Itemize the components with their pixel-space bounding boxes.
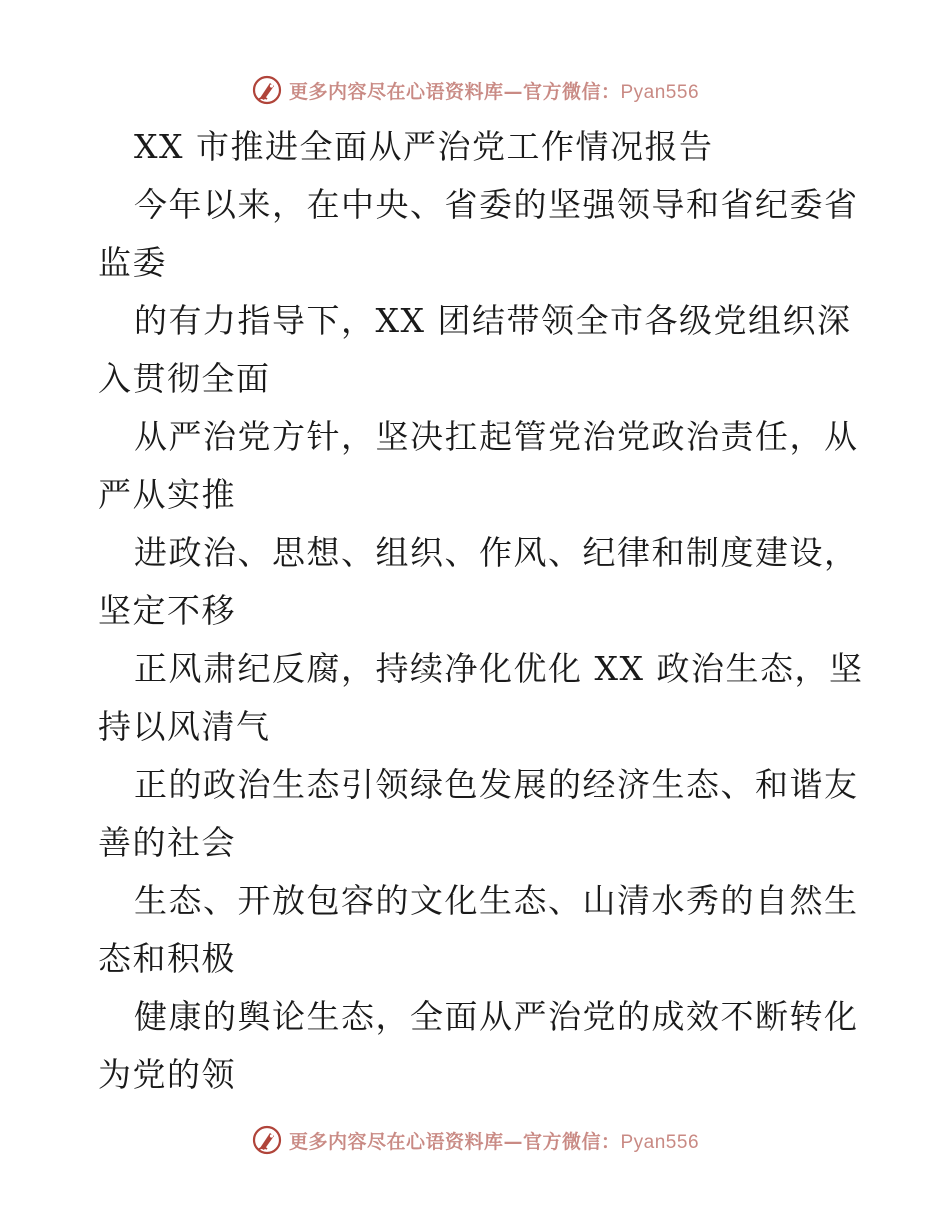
paragraph-line: 坚定不移 [98, 591, 236, 630]
pen-nib-seal-icon [251, 74, 283, 106]
paragraph-line: 严从实推 [98, 475, 236, 514]
paragraph-line: 持以风清气 [98, 707, 271, 746]
paragraph-line: 正的政治生态引领绿色发展的经济生态、和谐友 [134, 765, 859, 804]
document-title: XX 市推进全面从严治党工作情况报告 [134, 127, 714, 166]
pen-nib-seal-icon [251, 1124, 283, 1156]
paragraph-line: 今年以来，在中央、省委的坚强领导和省纪委省 [134, 185, 859, 224]
paragraph-line: 入贯彻全面 [98, 359, 271, 398]
paragraph-line: 从严治党方针，坚决扛起管党治党政治责任，从 [134, 417, 859, 456]
header-watermark [0, 70, 950, 110]
paragraph-line: 态和积极 [98, 939, 236, 978]
paragraph-line: 进政治、思想、组织、作风、纪律和制度建设， [134, 533, 859, 572]
footer-watermark [0, 1120, 950, 1160]
paragraph-line: 生态、开放包容的文化生态、山清水秀的自然生 [134, 881, 859, 920]
paragraph-line: 善的社会 [98, 823, 236, 862]
paragraph-line: 监委 [98, 243, 167, 282]
watermark-text: 更多内容尽在心语资料库—官方微信：Pyan556 [288, 80, 700, 103]
paragraph-line: 正风肃纪反腐，持续净化优化 XX 政治生态，坚 [134, 649, 864, 688]
paragraph-line: 健康的舆论生态，全面从严治党的成效不断转化 [134, 997, 859, 1036]
paragraph-line: 为党的领 [98, 1055, 236, 1094]
paragraph-line: 的有力指导下，XX 团结带领全市各级党组织深 [134, 301, 852, 340]
document-body [98, 118, 864, 1104]
watermark-text: 更多内容尽在心语资料库—官方微信：Pyan556 [288, 1130, 700, 1153]
